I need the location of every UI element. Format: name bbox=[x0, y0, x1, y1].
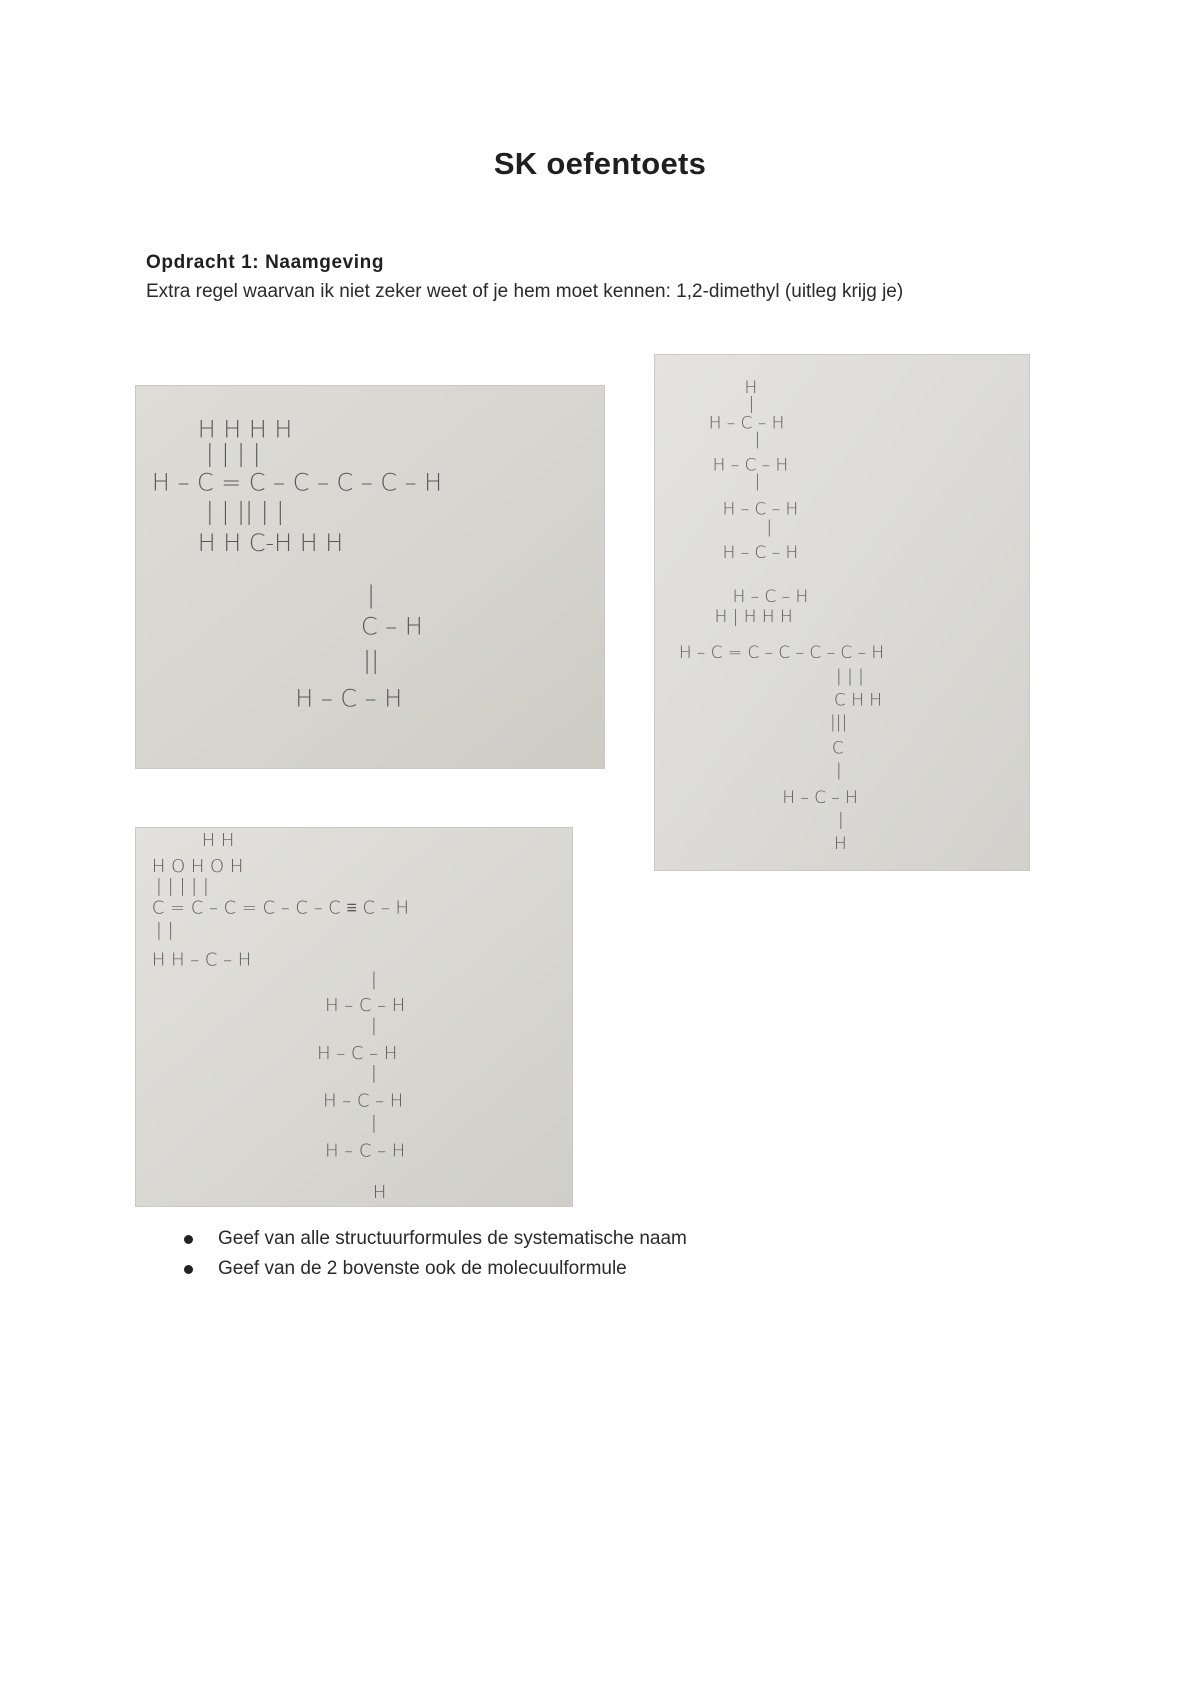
formula-text: | | | bbox=[836, 665, 864, 686]
formula-text: H – C = C – C – C – C – H bbox=[678, 641, 885, 662]
formula-text: H bbox=[372, 1182, 387, 1204]
list-item: Geef van de 2 bovenste ook de molecuulformule bbox=[184, 1254, 687, 1284]
formula-text: | | || | | bbox=[205, 497, 285, 526]
formula-text: C H H bbox=[834, 689, 882, 710]
formula-text: | | | | | bbox=[155, 875, 209, 897]
formula-text: H – C – H bbox=[295, 684, 403, 713]
formula-text: | bbox=[370, 969, 377, 991]
formula-text: C – H bbox=[361, 612, 423, 641]
formula-text: H – C = C – C – C – C – H bbox=[151, 468, 443, 497]
formula-text: | bbox=[367, 580, 376, 609]
formula-text: H – C – H bbox=[325, 1140, 406, 1162]
formula-text: || bbox=[363, 646, 380, 675]
formula-text: | bbox=[836, 759, 842, 780]
formula-text: H | H H H bbox=[714, 605, 793, 626]
formula-text: H – C – H bbox=[732, 586, 809, 607]
formula-text: H bbox=[744, 376, 758, 397]
formula-text: | | bbox=[155, 919, 174, 941]
formula-text: H H – C – H bbox=[151, 949, 252, 971]
formula-text: H O H O H bbox=[151, 855, 244, 877]
formula-text: | bbox=[766, 516, 773, 537]
formula-text: H – C – H bbox=[325, 995, 406, 1017]
assignment-heading: Opdracht 1: Naamgeving bbox=[146, 252, 385, 273]
formula-text: C bbox=[832, 737, 844, 758]
structural-formula-photo-1 bbox=[135, 385, 605, 769]
formula-text: H H H H bbox=[197, 415, 293, 444]
formula-text: H bbox=[834, 833, 847, 854]
structural-formula-photo-3 bbox=[135, 827, 573, 1207]
formula-text: H – C – H bbox=[708, 412, 785, 433]
formula-text: H – C – H bbox=[722, 498, 799, 519]
formula-text: | bbox=[370, 1112, 377, 1134]
formula-text: | | | | bbox=[205, 439, 261, 468]
formula-text: H – C – H bbox=[317, 1042, 398, 1064]
formula-text: H – C – H bbox=[323, 1090, 404, 1112]
formula-text: | bbox=[754, 428, 761, 449]
formula-text: H – C – H bbox=[722, 542, 799, 563]
formula-text: | bbox=[370, 1014, 377, 1036]
formula-text: | bbox=[370, 1062, 377, 1084]
page-title: SK oefentoets bbox=[493, 146, 707, 181]
formula-text: H H C-H H H bbox=[197, 529, 344, 558]
formula-text: H – C – H bbox=[782, 787, 858, 808]
formula-text: H H bbox=[201, 829, 235, 851]
list-item: Geef van alle structuurformules de systematische naam bbox=[184, 1224, 687, 1254]
formula-text: | bbox=[838, 809, 844, 830]
formula-text: C = C – C = C – C – C ≡ C – H bbox=[151, 897, 409, 919]
formula-text: | bbox=[754, 470, 761, 491]
formula-text: ||| bbox=[830, 711, 848, 732]
formula-text: H – C – H bbox=[712, 454, 789, 475]
assignment-note: Extra regel waarvan ik niet zeker weet of je hem moet kennen: 1,2-dimethyl (uitleg krijg je) bbox=[146, 281, 904, 302]
question-list bbox=[184, 1224, 687, 1284]
formula-text: | bbox=[748, 392, 755, 413]
structural-formula-photo-2 bbox=[654, 354, 1030, 871]
